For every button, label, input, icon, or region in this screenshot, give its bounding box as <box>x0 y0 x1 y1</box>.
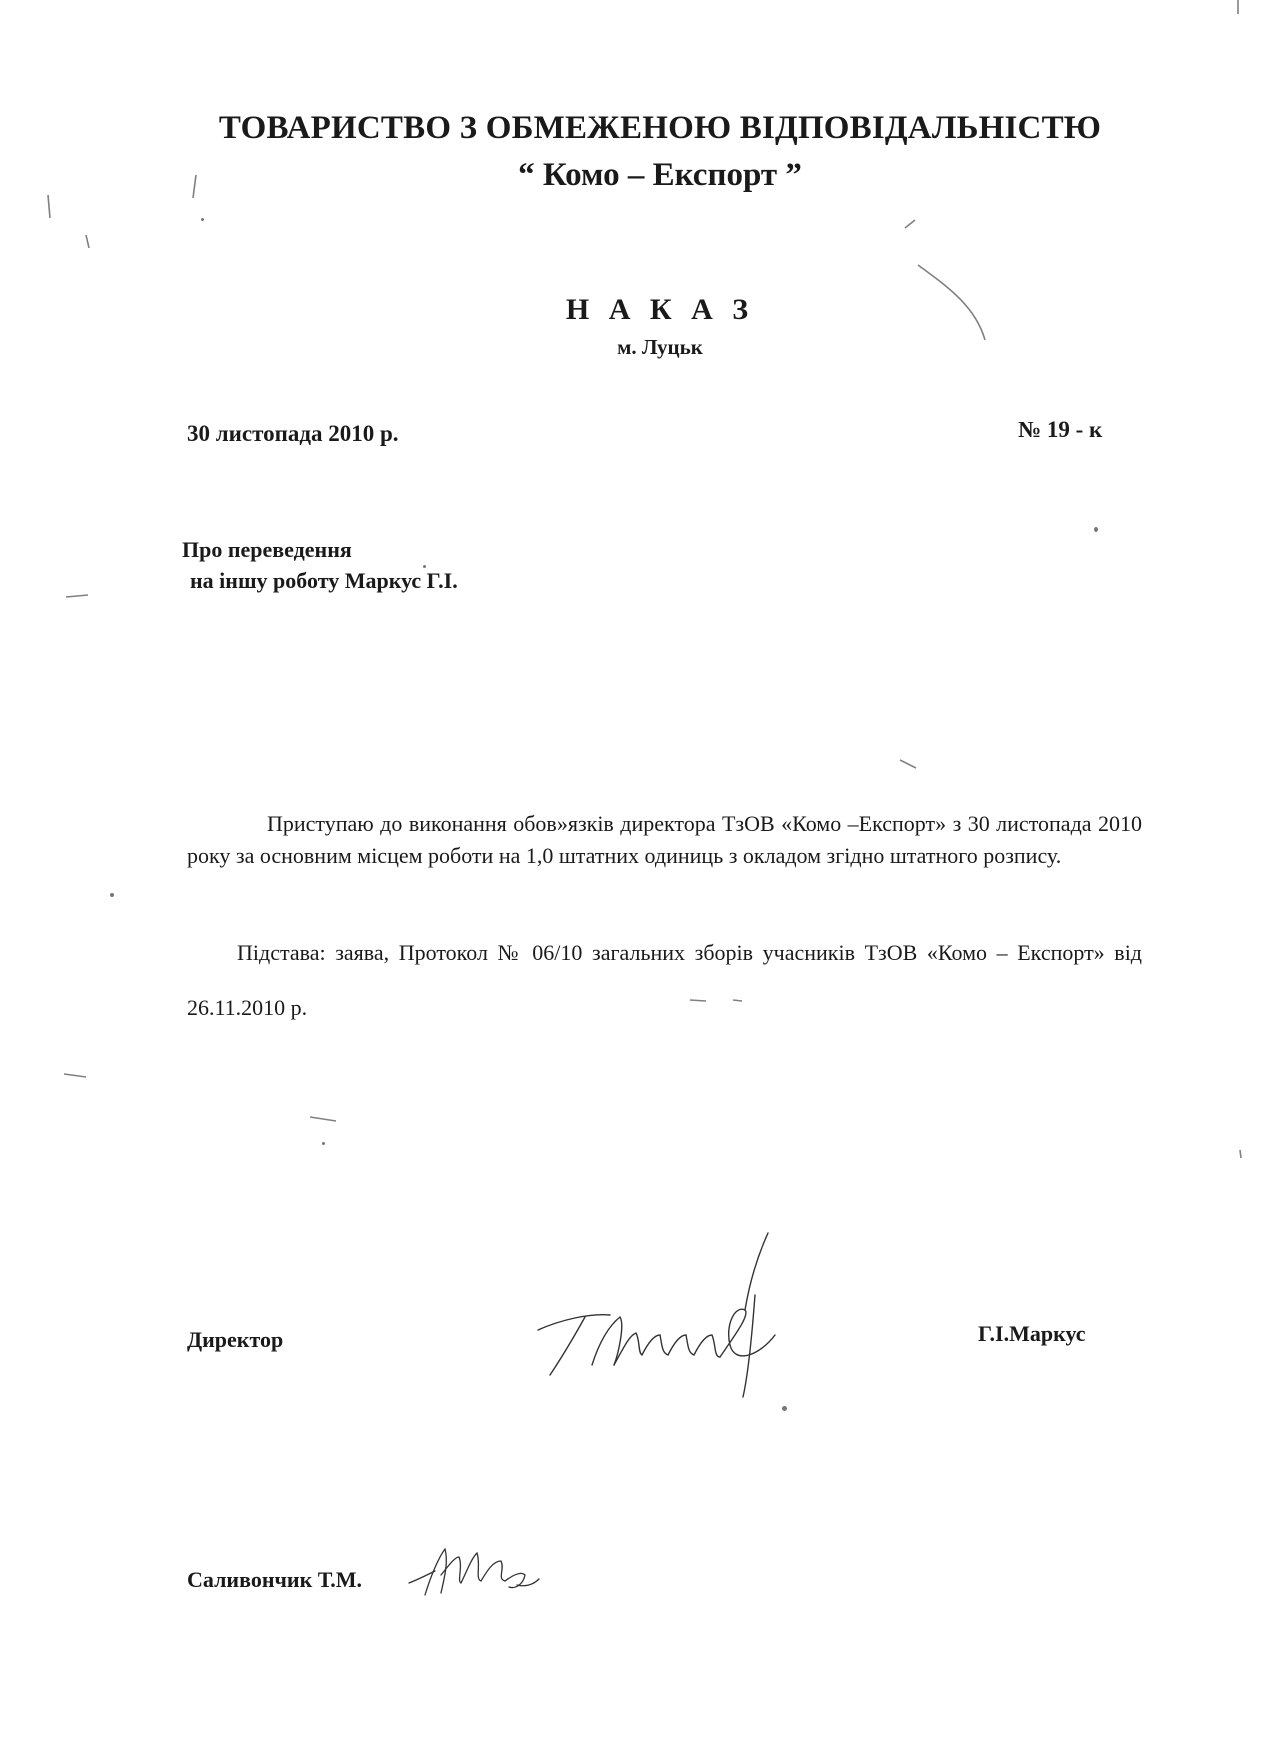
scan-speck <box>322 1142 325 1145</box>
executor-name: Саливончик Т.М. <box>187 1567 363 1592</box>
subject-line-1: Про переведення <box>182 537 352 562</box>
organization-brand: “ Комо – Експорт ” <box>518 157 802 193</box>
body-paragraph-1: Приступаю до виконання обов»язків директора ТзОВ «Комо –Експорт» з 30 листопада 2010 року за основним місцем роботи на 1,0 штатних одиниць з окладом згідно штатного розпису. <box>187 811 1142 868</box>
director-signature <box>530 1225 790 1405</box>
scan-speck <box>201 218 204 221</box>
executor-signature <box>405 1535 545 1605</box>
order-date: 30 листопада 2010 р. <box>187 421 399 446</box>
scan-speck <box>110 893 114 897</box>
order-number: № 19 - к <box>1018 417 1103 442</box>
body-paragraph-2: Підстава: заява, Протокол № 06/10 загальних зборів учасників ТзОВ «Комо – Експорт» від 26.11.2010 р. <box>187 940 1142 1020</box>
scan-speck <box>1094 527 1098 532</box>
director-name: Г.І.Маркус <box>978 1321 1086 1346</box>
document-city: м. Луцьк <box>617 335 703 359</box>
organization-name: ТОВАРИСТВО З ОБМЕЖЕНОЮ ВІДПОВІДАЛЬНІСТЮ <box>218 110 1102 146</box>
document-title: Н А К А З <box>565 293 755 326</box>
signature-role: Директор <box>187 1327 284 1352</box>
scan-speck <box>782 1406 787 1411</box>
subject-line-2: на іншу роботу Маркус Г.І. <box>190 568 458 593</box>
